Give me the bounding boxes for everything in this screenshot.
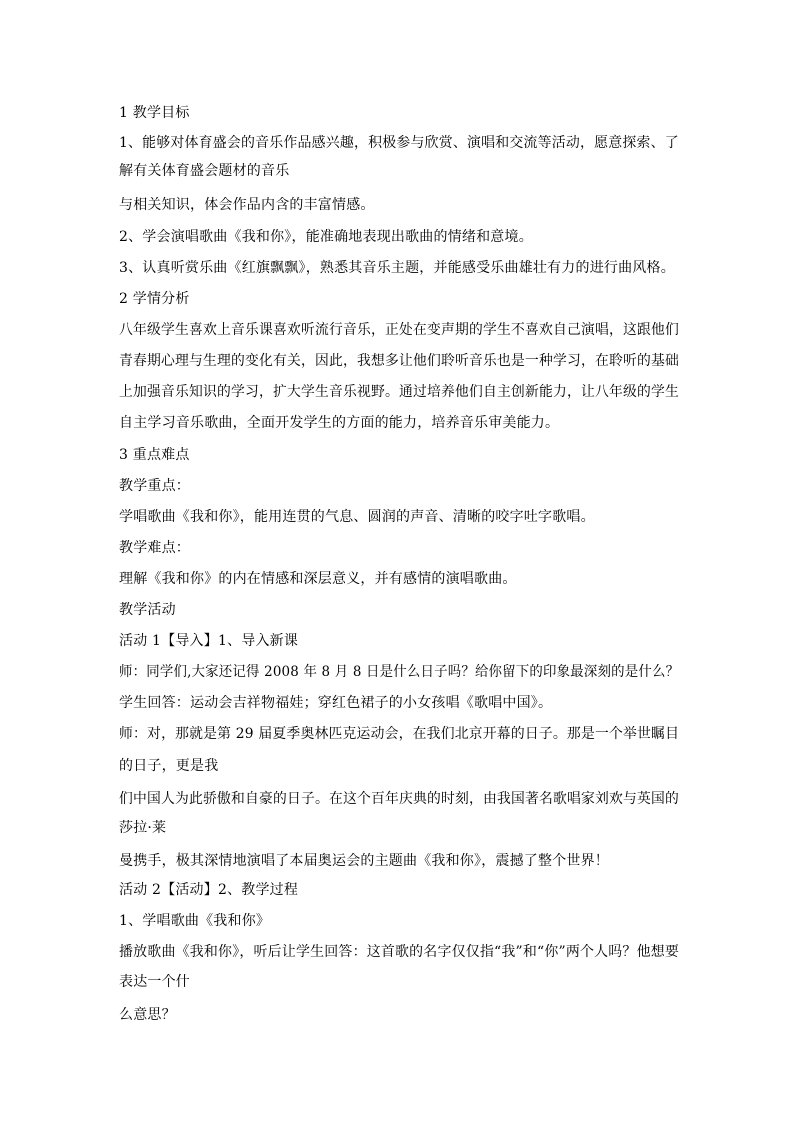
paragraph-line: 师：对，那就是第 29 届夏季奥林匹克运动会，在我们北京开幕的日子。那是一个举世瞩目 (119, 726, 680, 742)
paragraph-line: 2、学会演唱歌曲《我和你》，能准确地表现出歌曲的情绪和意境。 (119, 229, 533, 245)
paragraph-line: 3、认真听赏乐曲《红旗飘飘》，熟悉其音乐主题，并能感受乐曲雄壮有力的进行曲风格。 (119, 260, 675, 276)
section-heading-key-points: 3 重点难点 (119, 447, 190, 463)
paragraph-line: 上加强音乐知识的学习，扩大学生音乐视野。通过培养他们自主创新能力，让八年级的学生 (119, 384, 679, 400)
paragraph-line: 自主学习音乐歌曲，全面开发学生的方面的能力，培养音乐审美能力。 (119, 415, 560, 431)
subheading-learn-song: 1、学唱歌曲《我和你》 (119, 913, 271, 929)
paragraph-line: 学唱歌曲《我和你》，能用连贯的气息、圆润的声音、清晰的咬字吐字歌唱。 (119, 509, 595, 525)
section-heading-activities: 教学活动 (119, 602, 176, 618)
subheading-difficulty: 教学难点： (119, 540, 190, 556)
paragraph-line: 学生回答：运动会吉祥物福娃；穿红色裙子的小女孩唱《歌唱中国》。 (119, 695, 553, 711)
paragraph-line: 播放歌曲《我和你》，听后让学生回答：这首歌的名字仅仅指“我”和“你”两个人吗？他想要 (119, 944, 680, 960)
paragraph-line: 的日子，更是我 (119, 758, 219, 774)
section-heading-student-analysis: 2 学情分析 (119, 291, 190, 307)
paragraph-line: 八年级学生喜欢上音乐课喜欢听流行音乐，正处在变声期的学生不喜欢自己演唱，这跟他们 (119, 322, 679, 338)
activity-heading: 活动 1【导入】1、导入新课 (119, 633, 299, 649)
paragraph-line: 理解《我和你》的内在情感和深层意义，并有感情的演唱歌曲。 (119, 571, 517, 587)
subheading-key-point: 教学重点： (119, 478, 190, 494)
paragraph-line: 与相关知识，体会作品内含的丰富情感。 (119, 197, 375, 213)
paragraph-line: 们中国人为此骄傲和自豪的日子。在这个百年庆典的时刻，由我国著名歌唱家刘欢与英国的 (119, 791, 679, 807)
paragraph-line: 解有关体育盛会题材的音乐 (119, 163, 290, 179)
paragraph-line: 曼携手，极其深情地演唱了本届奥运会的主题曲《我和你》，震撼了整个世界！ (119, 853, 609, 869)
paragraph-line: 青春期心理与生理的变化有关，因此，我想多让他们聆听音乐也是一种学习，在聆听的基础 (119, 353, 679, 369)
paragraph-line: 么意思？ (119, 1007, 176, 1023)
paragraph-line: 表达一个什 (119, 974, 190, 990)
paragraph-line: 1、能够对体育盛会的音乐作品感兴趣，积极参与欣赏、演唱和交流等活动，愿意探索、了 (119, 135, 679, 151)
paragraph-line: 师：同学们,大家还记得 2008 年 8 月 8 日是什么日子吗？给你留下的印象最深刻的是什么？ (119, 664, 680, 680)
paragraph-line: 莎拉·莱 (119, 820, 167, 836)
section-heading-teaching-goals: 1 教学目标 (119, 105, 190, 121)
activity-heading: 活动 2【活动】2、教学过程 (119, 882, 299, 898)
